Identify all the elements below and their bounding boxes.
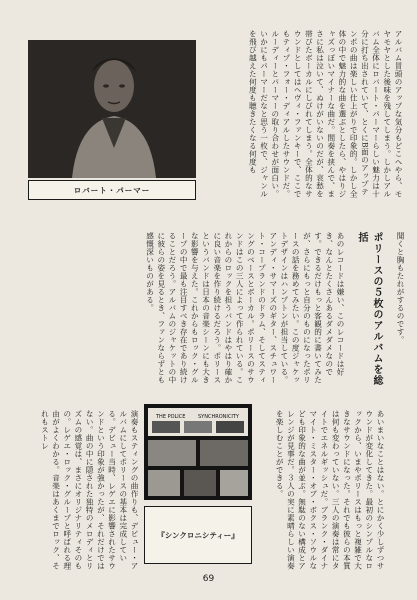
album-title-label: SYNCHRONICITY xyxy=(198,414,239,420)
top-article-text: アルバム冒頭のアップな気分もどこへやら、モヤモヤとした後味を残してしまう。しかしアルバム全体にロバート・パーマーらしい魅力は十分に打ち出されていて、とくにB面のアップテンポの曲は楽しい仕上がりで印象的。しかし全体の中で魅力的な曲を選ぶとしたら、やはりジャズっぽいマイナーな曲だ。間奏を挟んで、まさに私は泣いて、ぬけがいないのだが、哀愁を帯びたボーカルにしびれてしまう。全体的なサウンドとしてはヘヴィ・ファンキーで、ここでもティプ・フォー・ディアルしたサウンドだ。ルーディーとパーマーの取り合わせが面白い。いかにもパーマーだなと思う一枚で、ジャンルを飛び越えた何度も聴きたくなる何度も xyxy=(248,30,403,198)
page-number: 69 xyxy=(202,574,215,584)
album-caption: 『シンクロニシティー』 xyxy=(144,506,252,564)
middle-article-text: あのレコードは嫌い、このレコードは好き、なんとたくさんあるダメダメなのです。できるだけもっと客観的に書いてみたが、さらにもっと自分のものになったポリースの話を務めてみたい。この度ジャケットデザインはハンプトンが担当している。アンディ・サマーズのギター、スチュワート・コープランドのドラム、そしてスティングのベースとボーカル。ポリースのサウンドはこの三人によって作られている。これからのロックを担うバンドはやはり確かに良い音楽を作り続けるだろう。ポリースというバンドは日本の音楽シーンにも大きな影響を与えた。これからもロック・グループの中で最も注目すべき存在であり続けることだろう。アルバムのジャケットの中に彼らの姿を見るとき、ファンならずとも感慨深いものがある。 xyxy=(145,232,345,384)
bottom-left-text: 演奏もスティングの曲作りも、デビュー・アルバムにしてポリースの基本は完成している。デビュー当時、レゲエに影響されたサウンドという印象が強かったが、それだけではない。曲の中に隠された独特のメロディとリズムの感覚は、まさにオリジナリティそのもの。レゲエ・ロック・グループと呼ばれる理由がよくわかる。音楽はあくまでロック、それもストレ xyxy=(40,410,139,570)
album-band-label: THE POLICE xyxy=(156,414,186,420)
album-art xyxy=(144,404,252,500)
photo-caption: ロバート・パーマー xyxy=(28,180,196,200)
section-heading: ポリースの５枚のアルバムを総括 xyxy=(356,232,382,386)
portrait-figure xyxy=(62,48,162,178)
bottom-right-text: あいまいなことはない。とにかく少しずつサウンドが変化してきた。最初のシンプルなロックから、いまやポリースはもっと複雑で大きなサウンドになった。それでも彼らの本質は何も変わっていない。三人の演奏は常にタイトでエネルギッシュだ。ブランク・ダイナマイト・ミスター・オブ・ボクス・ソウルなども印象的な曲が並ぶ。無駄のない構成とアレンジが見事だ。３人の実に素晴らしい演奏を楽しむことができる。 xyxy=(275,410,385,570)
middle-intro-text: 聞くと胸もたれがするのです。 xyxy=(396,232,405,344)
portrait-photo xyxy=(28,40,196,178)
album-cover xyxy=(144,404,252,500)
